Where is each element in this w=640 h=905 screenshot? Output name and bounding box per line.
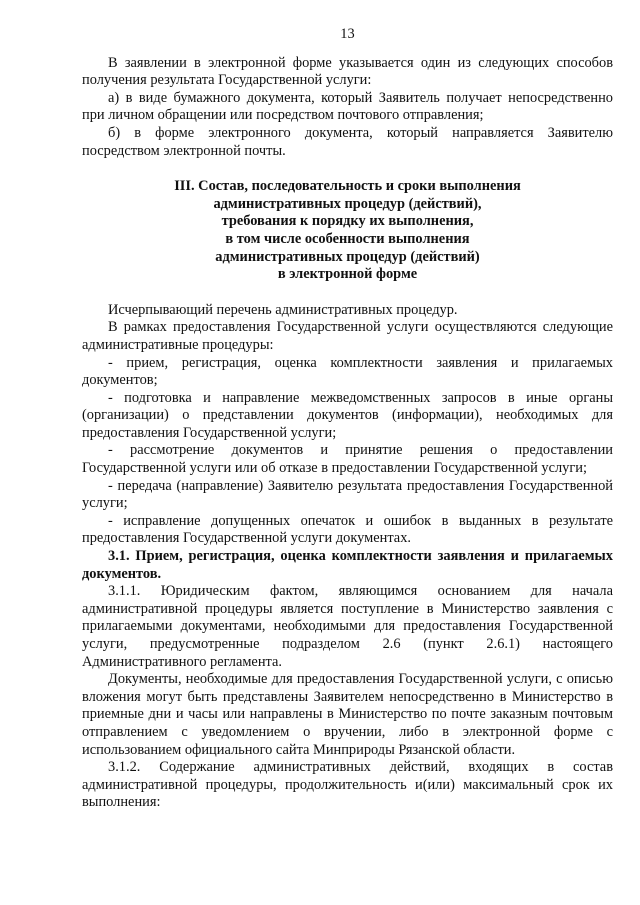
paragraph: В рамках предоставления Государственной услуги осуществляются следующие административные процедуры: (82, 319, 613, 353)
list-item: - исправление допущенных опечаток и ошибок в выданных в результате предоставления Государственной услуги документах. (82, 512, 613, 547)
list-item: - рассмотрение документов и принятие решения о предоставлении Государственной услуги или об отказе в предоставлении Государственной услуги; (82, 442, 613, 477)
document-page (82, 26, 613, 886)
paragraph: Исчерпывающий перечень административных процедур. (108, 301, 458, 318)
section-heading-line: административных процедур (действий) (215, 248, 480, 265)
subsection-heading: 3.1. Прием, регистрация, оценка комплектности заявления и прилагаемых документов. (82, 548, 613, 582)
paragraph: а) в виде бумажного документа, который Заявитель получает непосредственно при личном обращении или посредством почтового отправления; (82, 89, 613, 124)
section-heading-line: административных процедур (действий), (213, 195, 482, 212)
paragraph: б) в форме электронного документа, который направляется Заявителю посредством электронной почты. (82, 124, 613, 159)
list-item: - подготовка и направление межведомственных запросов в иные органы (организации) о представлении документов (информации), необходимых для предоставления Государственной услуги; (82, 389, 613, 441)
page-number: 13 (340, 26, 355, 42)
paragraph: 3.1.2. Содержание административных действий, входящих в состав административной процедуры, продолжительность и(или) максимальный срок их выполнения: (82, 759, 613, 811)
section-heading-line: требования к порядку их выполнения, (221, 213, 474, 230)
paragraph: 3.1.1. Юридическим фактом, являющимся основанием для начала административной процедуры является поступление в Министерство заявления с прилагаемыми документами, необходимыми для предоставления Государственной услуги, предусмотренные подразделом 2.6 (пункт 2.6.1) настоящего Административного регламента. (82, 583, 613, 670)
list-item: - прием, регистрация, оценка комплектности заявления и прилагаемых документов; (82, 354, 613, 389)
section-heading (82, 178, 613, 284)
section-heading-line: в том числе особенности выполнения (225, 230, 470, 247)
section-heading-line: в электронной форме (277, 266, 418, 283)
list-item: - передача (направление) Заявителю результата предоставления Государственной услуги; (82, 477, 613, 512)
paragraph: Документы, необходимые для предоставления Государственной услуги, с описью вложения могут быть представлены Заявителем непосредственно в Министерство в приемные дни и часы или направлены в Министерство по почте заказным почтовым отправлением с уведомлением о вручении, либо в электронной форме с использованием официального сайта Минприроды Рязанской области. (82, 671, 613, 758)
section-heading-line: III. Состав, последовательность и сроки выполнения (174, 178, 521, 195)
paragraph: В заявлении в электронной форме указывается один из следующих способов получения результата Государственной услуги: (82, 54, 613, 89)
